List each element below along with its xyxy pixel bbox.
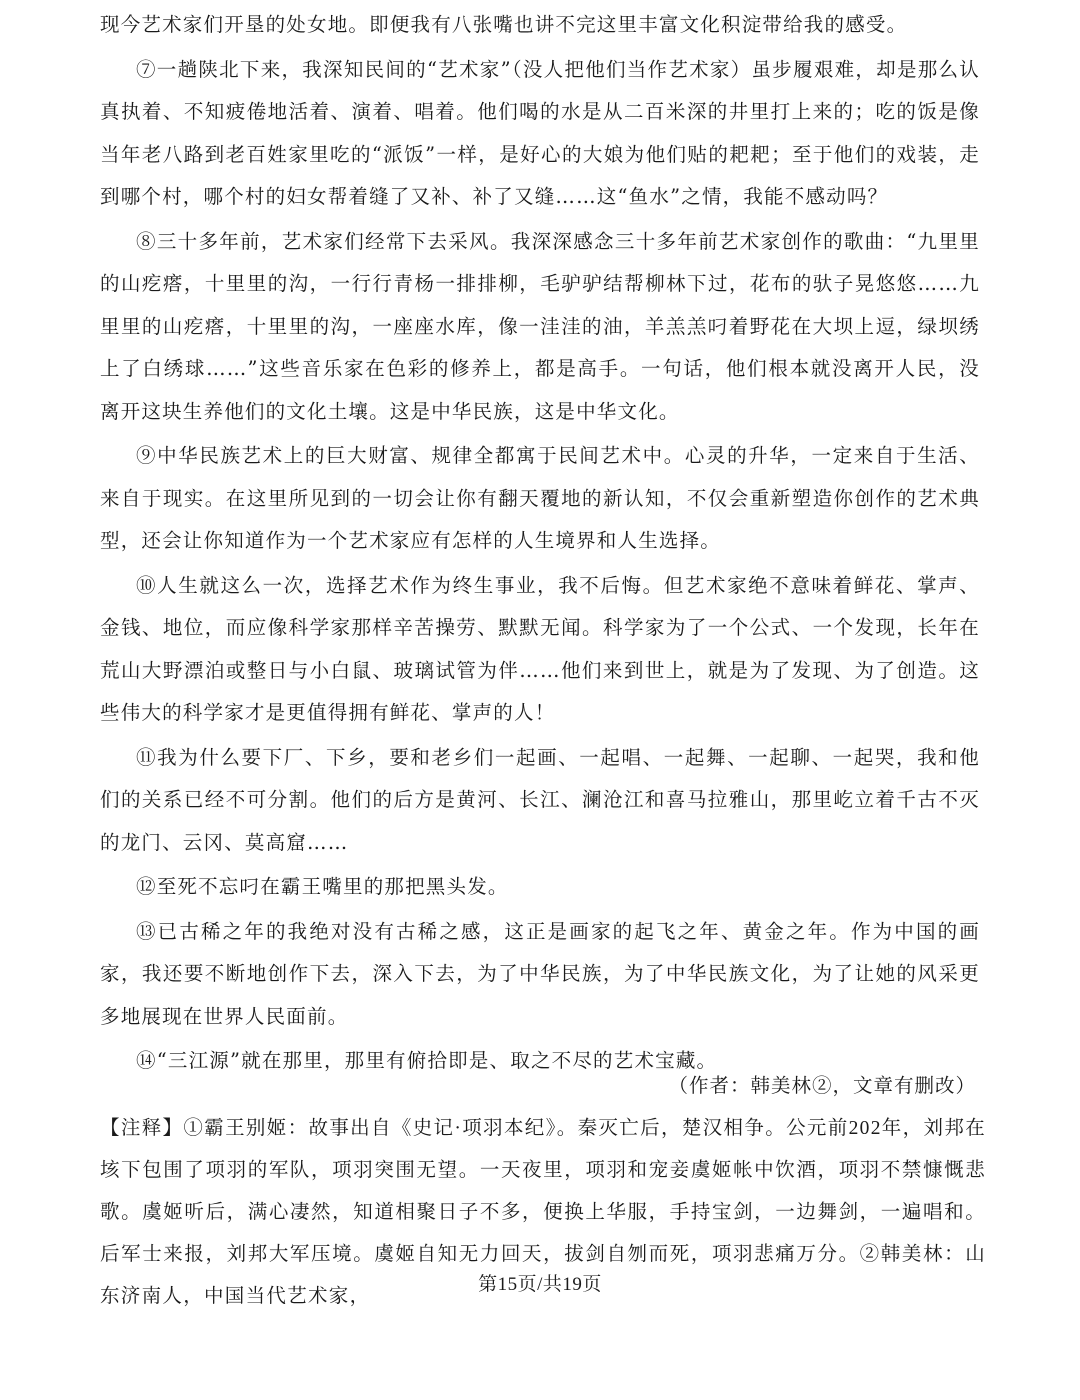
- page-number: 第15页/共19页: [478, 1274, 602, 1295]
- paragraph-11: ⑪我为什么要下厂、下乡，要和老乡们一起画、一起唱、一起舞、一起聊、一起哭，我和他们的关系已经不可分割。他们的后方是黄河、长江、澜沧江和喜马拉雅山，那里屹立着千古不灭的龙门、云冈、莫高窟……: [100, 745, 980, 854]
- paragraph-continued: 现今艺术家们开垦的处女地。即便我有八张嘴也讲不完这里丰富文化积淀带给我的感受。: [100, 13, 908, 36]
- notes-text: ①霸王别姬：故事出自《史记·项羽本纪》。秦灭亡后，楚汉相争。公元前202年，刘邦在垓下包围了项羽的军队，项羽突围无望。一天夜里，项羽和宠妾虞姬帐中饮酒，项羽不禁慷慨悲歌。虞姬听后，满心凄然，知道相聚日子不多，便换上华服，手持宝剑，一边舞剑，一遍唱和。后军士来报，刘邦大军压境。虞姬自知无力回天，拔剑自刎而死，项羽悲痛万分。②韩美林：山东济南人，中国当代艺术家，: [100, 1118, 986, 1307]
- article-body: [100, 4, 980, 1085]
- notes-label: 【注释】: [100, 1118, 184, 1139]
- paragraph-8: ⑧三十多年前，艺术家们经常下去采风。我深深感念三十多年前艺术家创作的歌曲：“九里里的山疙瘩，十里里的沟，一行行青杨一排排柳，毛驴驴结帮柳林下过，花布的驮子晃悠悠……九里里的山疙瘩，十里里的沟，一座座水库，像一洼洼的油，羊羔羔叼着野花在大坝上逗，绿坝绣上了白绣球……”这些音乐家在色彩的修养上，都是高手。一句话，他们根本就没离开人民，没离开这块生养他们的文化土壤。这是中华民族，这是中华文化。: [100, 229, 980, 423]
- paragraph-7: ⑦一趟陕北下来，我深知民间的“艺术家”（没人把他们当作艺术家）虽步履艰难，却是那么认真执着、不知疲倦地活着、演着、唱着。他们喝的水是从二百米深的井里打上来的；吃的饭是像当年老八路到老百姓家里吃的“派饭”一样，是好心的大娘为他们贴的耙耙；至于他们的戏装，走到哪个村，哪个村的妇女帮着缝了又补、补了又缝……这“鱼水”之情，我能不感动吗？: [100, 57, 980, 208]
- paragraph-13: ⑬已古稀之年的我绝对没有古稀之感，这正是画家的起飞之年、黄金之年。作为中国的画家，我还要不断地创作下去，深入下去，为了中华民族，为了中华民族文化，为了让她的风采更多地展现在世界人民面前。: [100, 919, 980, 1028]
- paragraph-10: ⑩人生就这么一次，选择艺术作为终生事业，我不后悔。但艺术家绝不意味着鲜花、掌声、金钱、地位，而应像科学家那样辛苦操劳、默默无闻。科学家为了一个公式、一个发现，长年在荒山大野漂泊或整日与小白鼠、玻璃试管为伴……他们来到世上，就是为了发现、为了创造。这些伟大的科学家才是更值得拥有鲜花、掌声的人！: [100, 573, 980, 724]
- paragraph-12: ⑫至死不忘叼在霸王嘴里的那把黑头发。: [136, 875, 509, 898]
- author-attribution: （作者：韩美林②，文章有删改）: [668, 1074, 976, 1097]
- paragraph-14: ⑭“三江源”就在那里，那里有俯拾即是、取之不尽的艺术宝藏。: [136, 1049, 718, 1072]
- paragraph-9: ⑨中华民族艺术上的巨大财富、规律全都寓于民间艺术中。心灵的升华，一定来自于生活、来自于现实。在这里所见到的一切会让你有翻天覆地的新认知，不仅会重新塑造你创作的艺术典型，还会让你知道作为一个艺术家应有怎样的人生境界和人生选择。: [100, 444, 980, 552]
